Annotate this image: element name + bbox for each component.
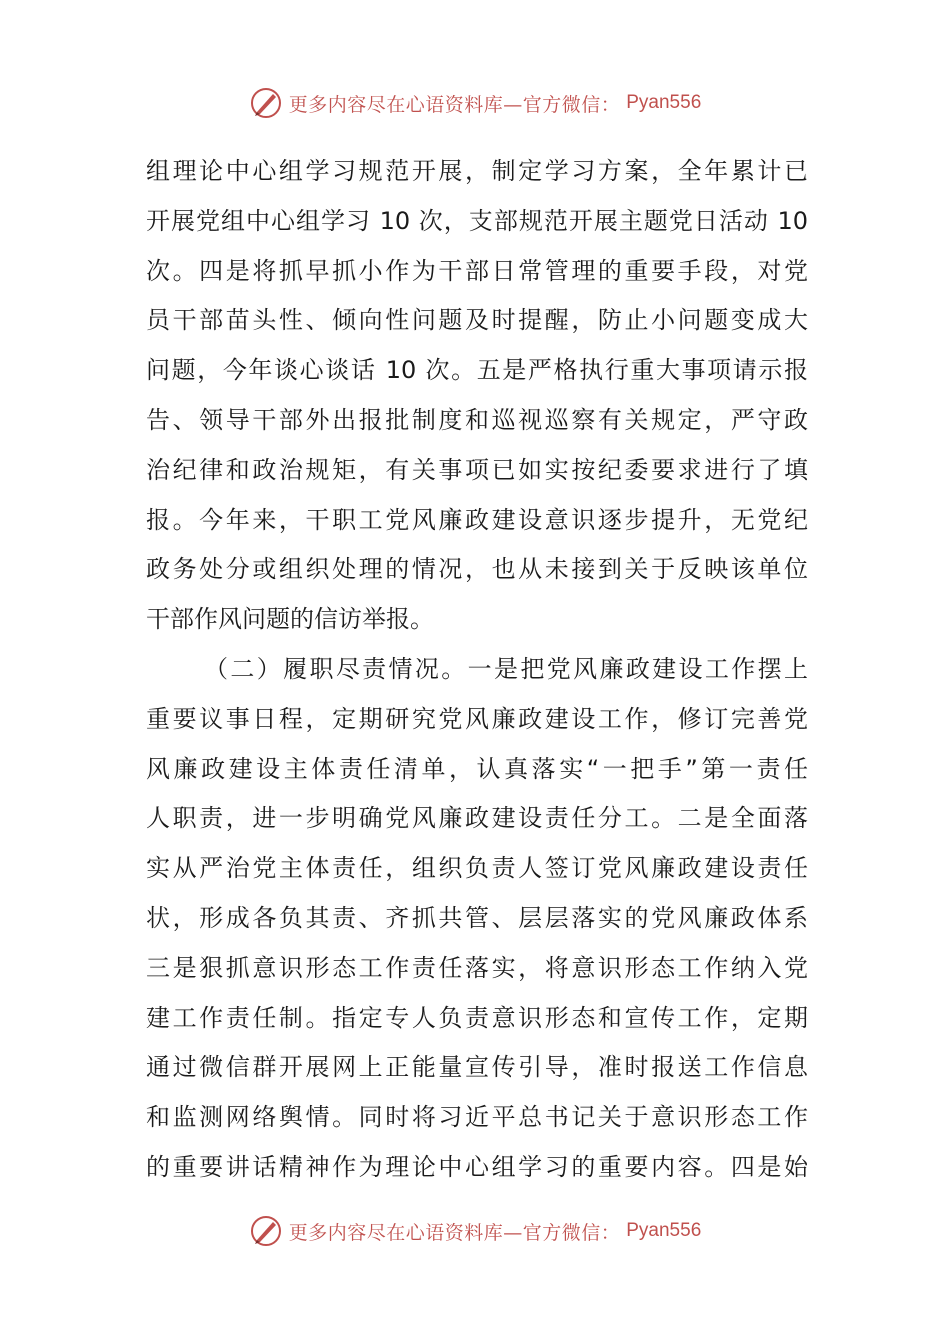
document-body xyxy=(146,147,808,1193)
body-line: 干部作风问题的信访举报。 xyxy=(146,605,434,634)
pen-logo-icon xyxy=(249,1214,283,1248)
body-line: 问题，今年谈心谈话 10 次。五是严格执行重大事项请示报 xyxy=(146,356,808,385)
footer-banner-wechat-id: Pyan556 xyxy=(626,1220,702,1241)
body-line: 员干部苗头性、倾向性问题及时提醒，防止小问题变成大 xyxy=(146,306,808,335)
footer-banner-text: 更多内容尽在心语资料库—官方微信： xyxy=(288,1221,621,1244)
body-line: 次。四是将抓早抓小作为干部日常管理的重要手段，对党 xyxy=(146,256,808,285)
header-banner-wechat-id: Pyan556 xyxy=(626,92,702,113)
body-line: 人职责，进一步明确党风廉政建设责任分工。二是全面落 xyxy=(146,804,808,833)
body-line: 风廉政建设主体责任清单，认真落实“一把手”第一责任 xyxy=(146,754,808,783)
body-line: 实从严治党主体责任，组织负责人签订党风廉政建设责任 xyxy=(146,854,808,883)
body-line: 开展党组中心组学习 10 次，支部规范开展主题党日活动 10 xyxy=(146,206,808,235)
body-line: 和监测网络舆情。同时将习近平总书记关于意识形态工作 xyxy=(146,1103,808,1132)
body-line: 的重要讲话精神作为理论中心组学习的重要内容。四是始 xyxy=(146,1152,808,1181)
body-line: 组理论中心组学习规范开展，制定学习方案，全年累计已 xyxy=(146,157,808,185)
body-line: 报。今年来，干职工党风廉政建设意识逐步提升，无党纪 xyxy=(146,505,808,534)
body-line: 治纪律和政治规矩，有关事项已如实按纪委要求进行了填 xyxy=(146,455,808,484)
body-line: 通过微信群开展网上正能量宣传引导，准时报送工作信息 xyxy=(146,1053,808,1082)
body-line: 建工作责任制。指定专人负责意识形态和宣传工作，定期 xyxy=(146,1003,808,1032)
body-line: 政务处分或组织处理的情况，也从未接到关于反映该单位 xyxy=(146,555,808,584)
body-line: 重要议事日程，定期研究党风廉政建设工作，修订完善党 xyxy=(146,704,808,733)
body-line: （二）履职尽责情况。一是把党风廉政建设工作摆上 xyxy=(204,654,808,683)
body-line: 三是狠抓意识形态工作责任落实，将意识形态工作纳入党 xyxy=(146,953,808,982)
pen-logo-icon xyxy=(249,86,283,120)
body-line: 状，形成各负其责、齐抓共管、层层落实的党风廉政体系 xyxy=(146,903,808,932)
footer-banner xyxy=(0,1211,950,1251)
header-banner xyxy=(0,83,950,123)
header-banner-text: 更多内容尽在心语资料库—官方微信： xyxy=(288,93,621,116)
body-line: 告、领导干部外出报批制度和巡视巡察有关规定，严守政 xyxy=(146,405,808,434)
